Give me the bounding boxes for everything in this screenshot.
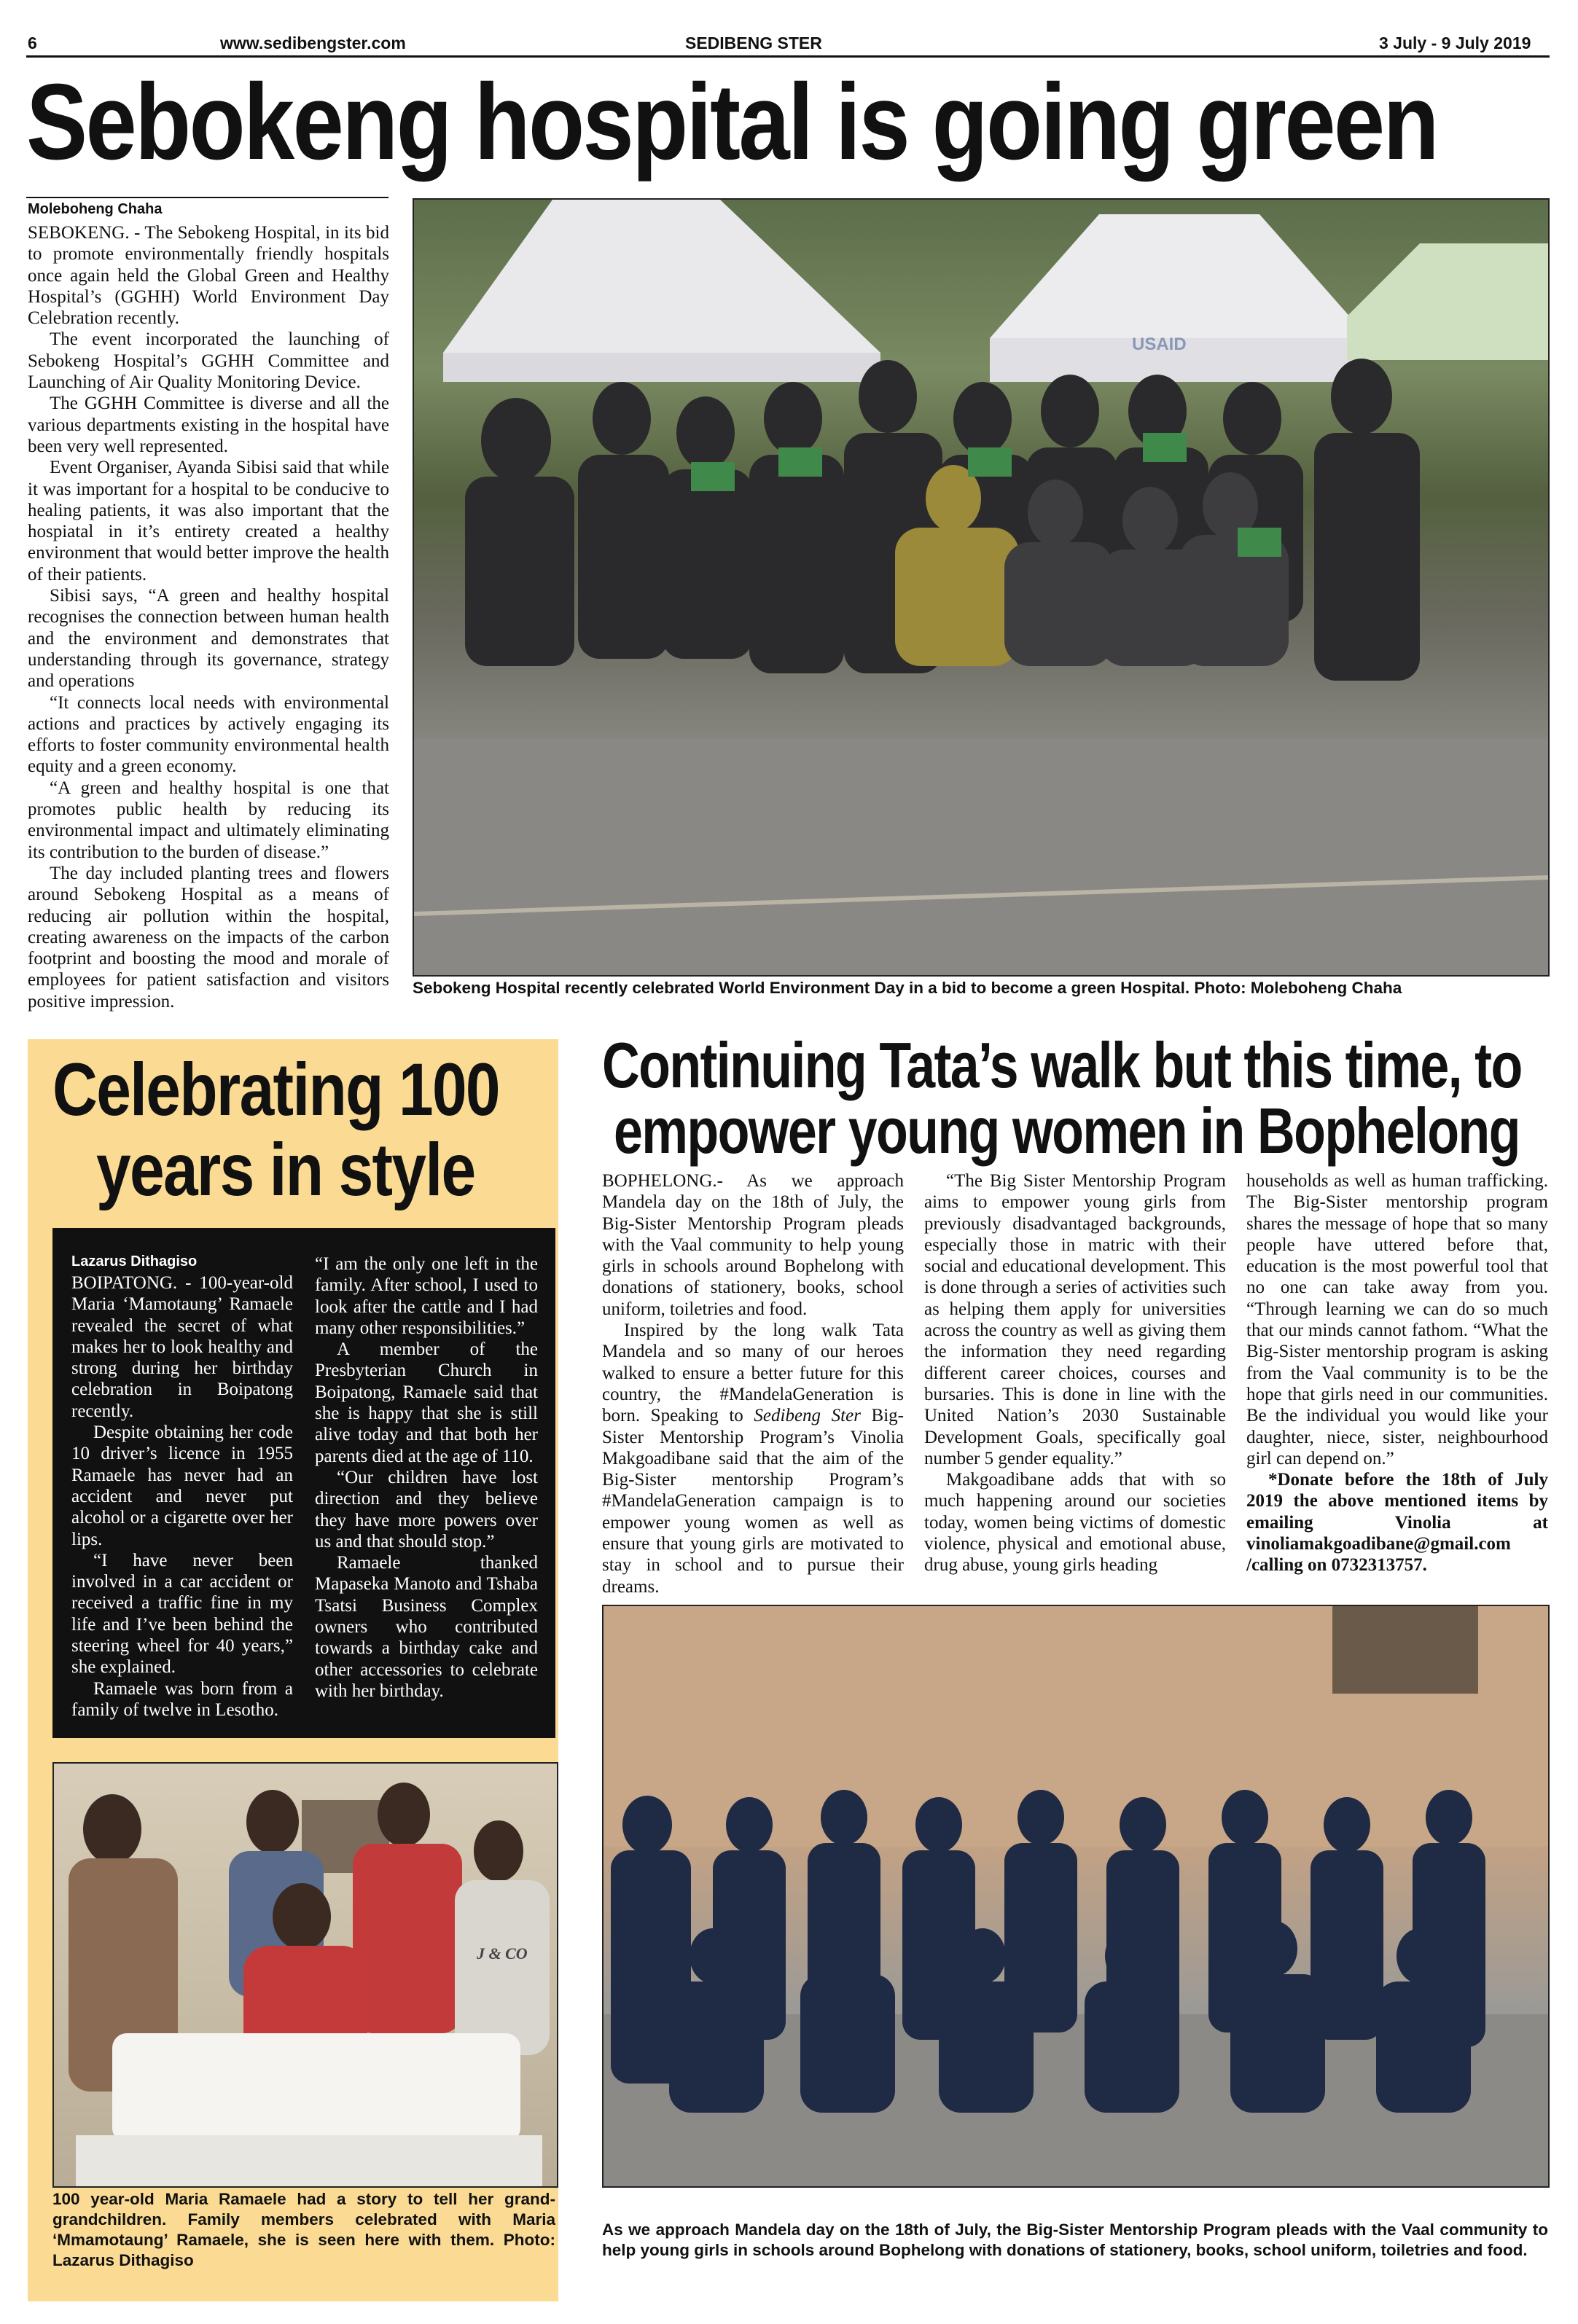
paragraph: households as well as human trafficking. The Big-Sister mentorship program shares the message of hope that so many people have uttered before that, education is the most powerful tool that no one can take away from you. “Through learning we can do so much that our minds cannot fathom. “What the Big-Sister mentorship program is asking from the Vaal community is to be the hope that girls need in our communities. Be the individual you would like your daughter, niece, sister, neighbourhood girl can depend on.” <box>1246 1171 1548 1468</box>
paragraph: “Our children have lost direction and they believe they have more powers over us and that should stop.” <box>315 1467 538 1552</box>
paragraph: Ramaele thanked Mapaseka Manoto and Tshaba Tsatsi Business Complex owners who contributed towards a birthday cake and other accessories to celebrate with her birthday. <box>315 1553 538 1701</box>
shirt-text: J & CO <box>477 1944 528 1963</box>
caption-hospital: Sebokeng Hospital recently celebrated World Environment Day in a bid to become a green Hospital. Photo: Moleboheng Chaha <box>413 979 1402 997</box>
paragraph <box>602 1320 904 1597</box>
headline-tata-line2: empower young women in Bophelong <box>614 1095 1520 1167</box>
caption-ramaele: 100 year-old Maria Ramaele had a story to tell her grand-grandchildren. Family members celebrated with Maria ‘Mmamotaung’ Ramaele, she is seen here with them. Photo: Lazarus Dithagiso <box>52 2190 555 2269</box>
paper-name-italic: Sedibeng Ster <box>754 1406 861 1426</box>
photo-hospital-staff <box>413 198 1550 977</box>
donate-notice: *Donate before the 18th of July 2019 the above mentioned items by emailing Vinolia at vinoliamakgoadibane@gmail.com /calling on 0732313757. <box>1246 1470 1548 1576</box>
paragraph: Sibisi says, “A green and healthy hospital recognises the connection between human health and the environment and demonstrates that understanding through its governance, strategy and operations <box>28 586 389 692</box>
paragraph: “A green and healthy hospital is one that promotes public health by reducing its environmental impact and ultimately eliminating its contribution to the burden of disease.” <box>28 778 389 862</box>
paragraph: Event Organiser, Ayanda Sibisi said that while it was important for a hospital to be conducive to healing patients, it was also important that the hospiatal in it’s entirety created a healthy environment that would better improve the health of their patients. <box>28 458 389 584</box>
article-celebrating-col1 <box>71 1272 293 1721</box>
paragraph: “It connects local needs with environmental actions and practices by actively engaging its efforts to foster community environmental health equity and a green economy. <box>28 692 389 777</box>
paragraph: “The Big Sister Mentorship Program aims to empower young girls from previously disadvantaged backgrounds, especially those in matric with their social and educational development. This is done through a series of activities such as helping them apply for universities across the country as well as giving them the information they need regarding different career choices, courses and bursaries. This is done in line with the United Nation’s 2030 Sustainable Development Goals, specifically goal number 5 gender equality.” <box>924 1171 1227 1468</box>
text-run: Big-Sister Mentorship Program’s Vinolia Makgoadibane said that the aim of the Big-Sister mentorship Program’s #MandelaGeneration campaign is to empower young women as well as ensure that young girls are motivated to stay in school and to pursue their dreams. <box>602 1406 904 1597</box>
headline-hospital: Sebokeng hospital is going green <box>26 62 1437 182</box>
photo-big-sister-group <box>602 1605 1550 2188</box>
paragraph: The day included planting trees and flowers around Sebokeng Hospital as a means of reducing air pollution within the hospital, creating awareness on the impacts of the carbon footprint and boosting the mood and morale of employees for patient satisfaction and visitors positive impression. <box>28 863 389 1012</box>
website[interactable]: www.sedibengster.com <box>220 34 406 52</box>
paragraph: BOIPATONG. - 100-year-old Maria ‘Mamotaung’ Ramaele revealed the secret of what makes her to look healthy and strong during her birthday celebration in Boipatong recently. <box>71 1273 293 1421</box>
masthead-rule <box>26 55 1550 58</box>
paragraph: Ramaele was born from a family of twelve in Lesotho. <box>71 1678 293 1720</box>
article-celebrating-col2 <box>315 1253 538 1702</box>
usaid-sign: USAID <box>1132 334 1187 354</box>
byline-chaha: Moleboheng Chaha <box>28 201 163 217</box>
article-tata-col1 <box>602 1170 904 1597</box>
article-hospital-text <box>28 222 389 1012</box>
paragraph: SEBOKENG. - The Sebokeng Hospital, in its bid to promote environmentally friendly hospitals once again held the Global Green and Healthy Hospital’s (GGHH) World Environment Day Celebration recently. <box>28 223 389 329</box>
byline-rule <box>26 197 388 198</box>
headline-tata-line1: Continuing Tata’s walk but this time, to <box>602 1029 1522 1101</box>
issue-date: 3 July - 9 July 2019 <box>1379 34 1531 52</box>
paragraph: A member of the Presbyterian Church in Boipatong, Ramaele said that she is happy that she is still alive today and that both her parents died at the age of 110. <box>315 1339 538 1466</box>
article-tata-col2 <box>924 1170 1226 1576</box>
headline-celebrating-line1: Celebrating 100 <box>52 1048 499 1131</box>
photo-ramaele-family <box>52 1762 558 2188</box>
text-run: Inspired by the long walk Tata Mandela and so many of our heroes walked to ensure a better future for this country, the #MandelaGeneration is born. Speaking to <box>602 1321 904 1426</box>
paragraph: The GGHH Committee is diverse and all the various departments existing in the hospital have been very well represented. <box>28 394 389 456</box>
paragraph: Despite obtaining her code 10 driver’s licence in 1955 Ramaele has never had an accident and never put alcohol or a cigarette over her lips. <box>71 1423 293 1549</box>
paper-name: SEDIBENG STER <box>685 34 822 52</box>
paragraph: “I am the only one left in the family. After school, I used to look after the cattle and I had many other responsibilities.” <box>315 1254 538 1338</box>
headline-celebrating-line2: years in style <box>96 1128 475 1211</box>
page-number: 6 <box>28 34 37 52</box>
article-tata-col3 <box>1246 1170 1548 1576</box>
paragraph: Makgoadibane adds that with so much happening around our societies today, women being victims of domestic violence, physical and emotional abuse, drug abuse, young girls heading <box>924 1470 1226 1576</box>
caption-big-sister: As we approach Mandela day on the 18th of July, the Big-Sister Mentorship Program pleads with the Vaal community to help young girls in schools around Bophelong with donations of stationery, books, school uniform, toiletries and food. <box>602 2221 1548 2259</box>
byline-dithagiso: Lazarus Dithagiso <box>71 1253 198 1269</box>
paragraph: The event incorporated the launching of Sebokeng Hospital’s GGHH Committee and Launching of Air Quality Monitoring Device. <box>28 329 389 393</box>
paragraph: “I have never been involved in a car accident or received a traffic fine in my life and I’ve been behind the steering wheel for 40 years,” she explained. <box>71 1550 293 1678</box>
paragraph: BOPHELONG.- As we approach Mandela day on the 18th of July, the Big-Sister Mentorship Program pleads with the Vaal community to help young girls in schools around Bophelong with donations of stationery, books, school uniform, toiletries and food. <box>602 1171 904 1319</box>
